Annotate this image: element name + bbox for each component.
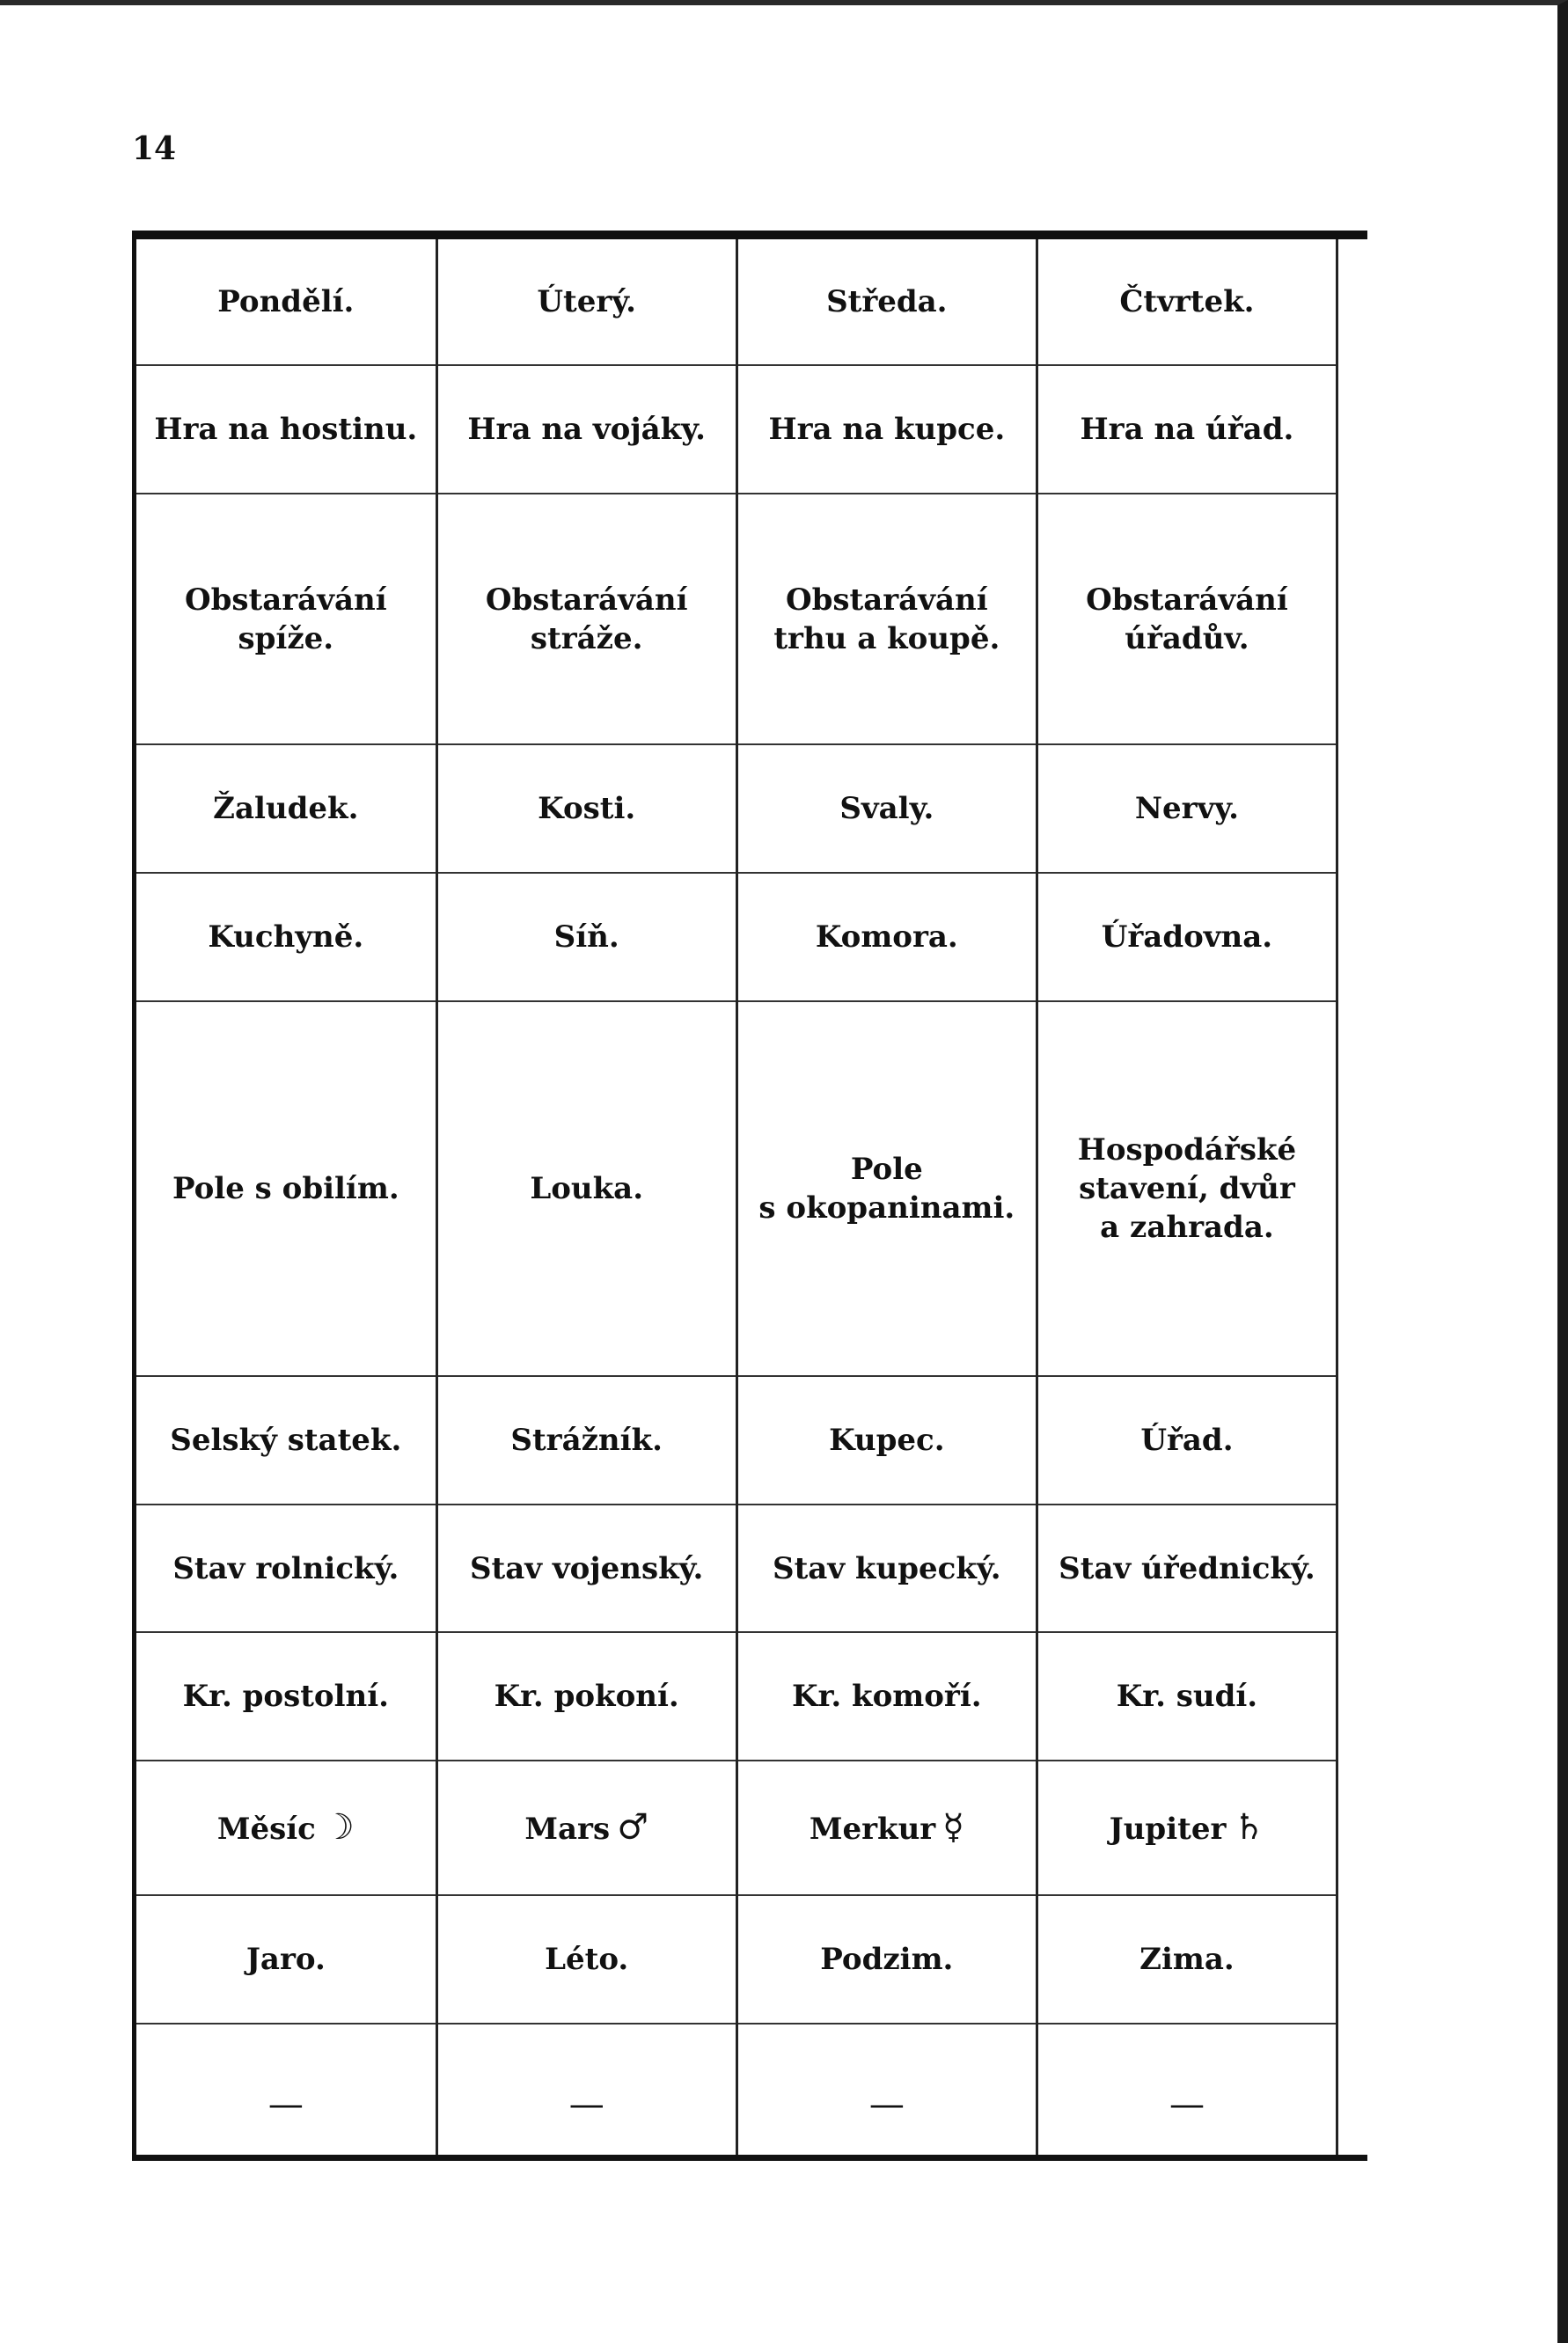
table-cell: Nervy.: [1037, 744, 1337, 873]
table-cell: Svaly.: [736, 744, 1037, 873]
table-cell: Stav rolnický.: [136, 1505, 436, 1633]
table-cell: [1037, 1761, 1337, 1894]
table-row: [136, 1895, 1337, 2024]
table-cell: [436, 2024, 736, 2155]
table-cell: Strážník.: [436, 1376, 736, 1505]
table-cell: Hra na úřad.: [1037, 365, 1337, 494]
dash: —: [868, 2083, 905, 2125]
table-row: [136, 1761, 1337, 1894]
table-cell: Žaludek.: [136, 744, 436, 873]
table-cell: Jaro.: [136, 1895, 436, 2024]
table-row: [136, 365, 1337, 494]
table-row: [136, 239, 1337, 365]
table: [136, 239, 1338, 2155]
table-row: [136, 1376, 1337, 1505]
table-cell: Pole s obilím.: [136, 1001, 436, 1375]
table-cell: Kosti.: [436, 744, 736, 873]
mars-symbol-icon: ♂: [617, 1806, 648, 1848]
table-cell: Kr. sudí.: [1037, 1632, 1337, 1761]
table-cell: Pondělí.: [136, 239, 436, 365]
planet-name: Merkur: [809, 1811, 936, 1847]
table-cell: Léto.: [436, 1895, 736, 2024]
table-cell: Hra na hostinu.: [136, 365, 436, 494]
dash: —: [267, 2083, 304, 2125]
table-row: [136, 2024, 1337, 2155]
table-cell: Kr. postolní.: [136, 1632, 436, 1761]
table-cell: Hra na kupce.: [736, 365, 1037, 494]
table-cell: [1037, 2024, 1337, 2155]
table-cell: Čtvrtek.: [1037, 239, 1337, 365]
table-cell: Hra na vojáky.: [436, 365, 736, 494]
table-cell: Obstarávání úřadův.: [1037, 494, 1337, 745]
table-cell: Úterý.: [436, 239, 736, 365]
table-cell: Pole s okopaninami.: [736, 1001, 1037, 1375]
table-cell: Stav vojenský.: [436, 1505, 736, 1633]
table-cell: Obstarávání trhu a koupě.: [736, 494, 1037, 745]
weekday-correspondence-table: [132, 231, 1367, 2161]
table-cell: Kr. komoří.: [736, 1632, 1037, 1761]
table-cell: Kupec.: [736, 1376, 1037, 1505]
table-cell: Selský statek.: [136, 1376, 436, 1505]
table-cell: Stav kupecký.: [736, 1505, 1037, 1633]
dash: —: [1169, 2083, 1205, 2125]
table-cell: Středa.: [736, 239, 1037, 365]
table-cell: Obstarávání spíže.: [136, 494, 436, 745]
table-cell: [136, 1761, 436, 1894]
table-cell: Hospodářské stavení, dvůr a zahrada.: [1037, 1001, 1337, 1375]
moon-symbol-icon: ☽: [322, 1806, 355, 1848]
table-cell: Stav úřednický.: [1037, 1505, 1337, 1633]
table-cell: Podzim.: [736, 1895, 1037, 2024]
table-row: [136, 1632, 1337, 1761]
planet-name: Mars: [524, 1811, 611, 1847]
table-cell: [436, 1761, 736, 1894]
page-number: 14: [132, 130, 177, 167]
table-row: [136, 494, 1337, 745]
mercury-symbol-icon: ☿: [942, 1806, 964, 1848]
table-row: [136, 873, 1337, 1001]
jupiter-symbol-icon: ♄: [1233, 1806, 1265, 1848]
dash: —: [568, 2083, 604, 2125]
table-cell: [136, 2024, 436, 2155]
table-row: [136, 744, 1337, 873]
table-cell: Úřad.: [1037, 1376, 1337, 1505]
table-cell: Kuchyně.: [136, 873, 436, 1001]
table-cell: Síň.: [436, 873, 736, 1001]
table-cell: [736, 1761, 1037, 1894]
table-cell: [736, 2024, 1037, 2155]
planet-name: Jupiter: [1109, 1811, 1227, 1847]
table-row: [136, 1001, 1337, 1375]
table-cell: Kr. pokoní.: [436, 1632, 736, 1761]
table-cell: Louka.: [436, 1001, 736, 1375]
table-cell: Komora.: [736, 873, 1037, 1001]
table-cell: Úřadovna.: [1037, 873, 1337, 1001]
table-cell: Zima.: [1037, 1895, 1337, 2024]
planet-name: Měsíc: [216, 1811, 316, 1847]
table-cell: Obstarávání stráže.: [436, 494, 736, 745]
table-row: [136, 1505, 1337, 1633]
